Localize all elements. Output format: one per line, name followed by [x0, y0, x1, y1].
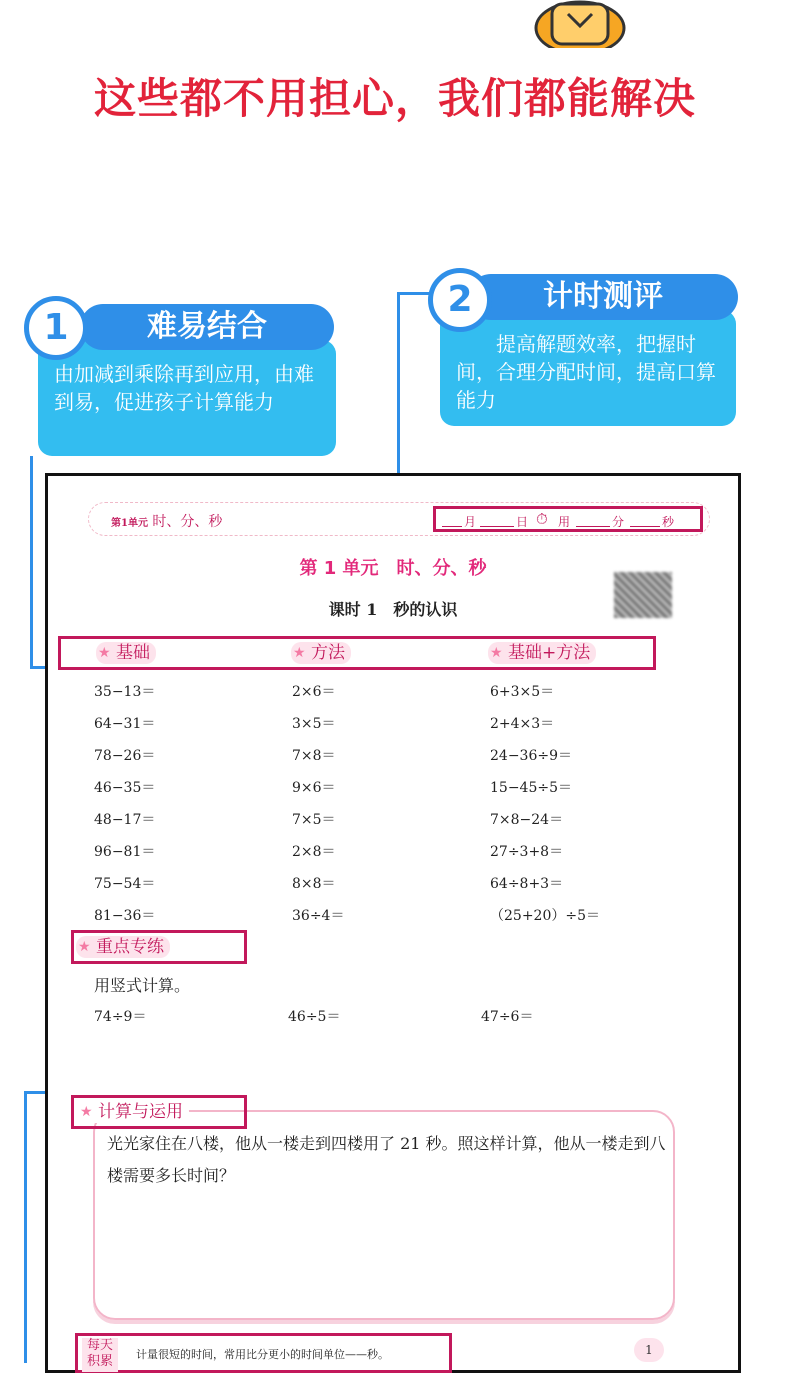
problem: 27÷3+8＝	[490, 844, 564, 860]
star-icon: ★	[78, 939, 91, 955]
feature-title: 难易结合	[80, 304, 334, 350]
problem: 2+4×3＝	[490, 716, 555, 732]
daily-tip-box	[75, 1333, 452, 1373]
star-icon: ★	[80, 1104, 93, 1120]
problem: 6+3×5＝	[490, 684, 555, 700]
problem: 74÷9＝	[94, 1009, 147, 1025]
word-problem-text: 光光家住在八楼，他从一楼走到四楼用了 21 秒。照这样计算，他从一楼走到八楼需要多长时间？	[107, 1134, 666, 1185]
timer-record-box	[433, 506, 703, 532]
headline: 这些都不用担心，我们都能解决	[93, 74, 696, 123]
section-label-application: ★ 计算与运用	[78, 1101, 189, 1123]
problem: 81−36＝	[94, 908, 156, 924]
connector-line	[397, 292, 431, 295]
star-icon: ★	[490, 645, 503, 661]
timer-use: 用	[558, 515, 571, 529]
section-label-combined: ★ 基础+方法	[488, 642, 596, 664]
connector-line	[24, 1091, 27, 1363]
feature-callout-timing	[428, 268, 738, 428]
header-unit-title: 时、分、秒	[152, 514, 223, 530]
feature-number-badge: 1	[24, 296, 88, 360]
timer-minute: 分	[612, 515, 625, 529]
section-label-basic: ★ 基础	[96, 642, 156, 664]
stopwatch-icon: ⏱	[536, 510, 548, 528]
timer-second: 秒	[662, 515, 675, 529]
problem: 64÷8+3＝	[490, 876, 564, 892]
problem: 75−54＝	[94, 876, 156, 892]
problem: 7×8＝	[292, 748, 336, 764]
header-unit	[111, 511, 222, 531]
cartoon-character-icon	[528, 0, 632, 52]
problem: 8×8＝	[292, 876, 336, 892]
problem: 24−36÷9＝	[490, 748, 572, 764]
connector-line	[30, 456, 33, 668]
problem: 78−26＝	[94, 748, 156, 764]
section-label-key-practice: ★ 重点专练	[76, 936, 170, 958]
daily-tip-tag: 每天积累	[82, 1338, 118, 1372]
problem: 36÷4＝	[292, 908, 345, 924]
problem: 9×6＝	[292, 780, 336, 796]
feature-description: 由加减到乘除再到应用，由难到易，促进孩子计算能力	[38, 340, 336, 456]
problem: 2×8＝	[292, 844, 336, 860]
timer-month: 月	[464, 515, 477, 529]
problem: 46÷5＝	[288, 1009, 341, 1025]
problem: 47÷6＝	[481, 1009, 534, 1025]
star-icon: ★	[293, 645, 306, 661]
feature-callout-difficulty	[24, 296, 336, 456]
problem: 2×6＝	[292, 684, 336, 700]
instruction-text: 用竖式计算。	[94, 976, 191, 995]
daily-tip-text: 计量很短的时间，常用比分更小的时间单位——秒。	[136, 1348, 389, 1361]
feature-title: 计时测评	[468, 274, 738, 320]
qr-code[interactable]	[614, 572, 672, 618]
problem: 96−81＝	[94, 844, 156, 860]
problem: 46−35＝	[94, 780, 156, 796]
problem: （25+20）÷5＝	[490, 908, 600, 924]
lesson-title: 课时 1 秒的认识	[328, 600, 458, 619]
feature-description: 提高解题效率，把握时间，合理分配时间，提高口算能力	[440, 310, 736, 426]
problem: 35−13＝	[94, 684, 156, 700]
problem: 7×5＝	[292, 812, 336, 828]
problem: 15−45÷5＝	[490, 780, 572, 796]
word-problem-box	[93, 1110, 675, 1320]
unit-title: 第 1 单元 时、分、秒	[299, 558, 487, 579]
star-icon: ★	[98, 645, 111, 661]
timer-day: 日	[516, 515, 529, 529]
header-unit-prefix: 第1单元	[111, 518, 148, 529]
problem: 3×5＝	[292, 716, 336, 732]
page-number: 1	[634, 1338, 664, 1362]
problem: 64−31＝	[94, 716, 156, 732]
section-label-method: ★ 方法	[291, 642, 351, 664]
feature-number-badge: 2	[428, 268, 492, 332]
problem: 48−17＝	[94, 812, 156, 828]
problem: 7×8−24＝	[490, 812, 564, 828]
workbook-page	[45, 473, 741, 1373]
